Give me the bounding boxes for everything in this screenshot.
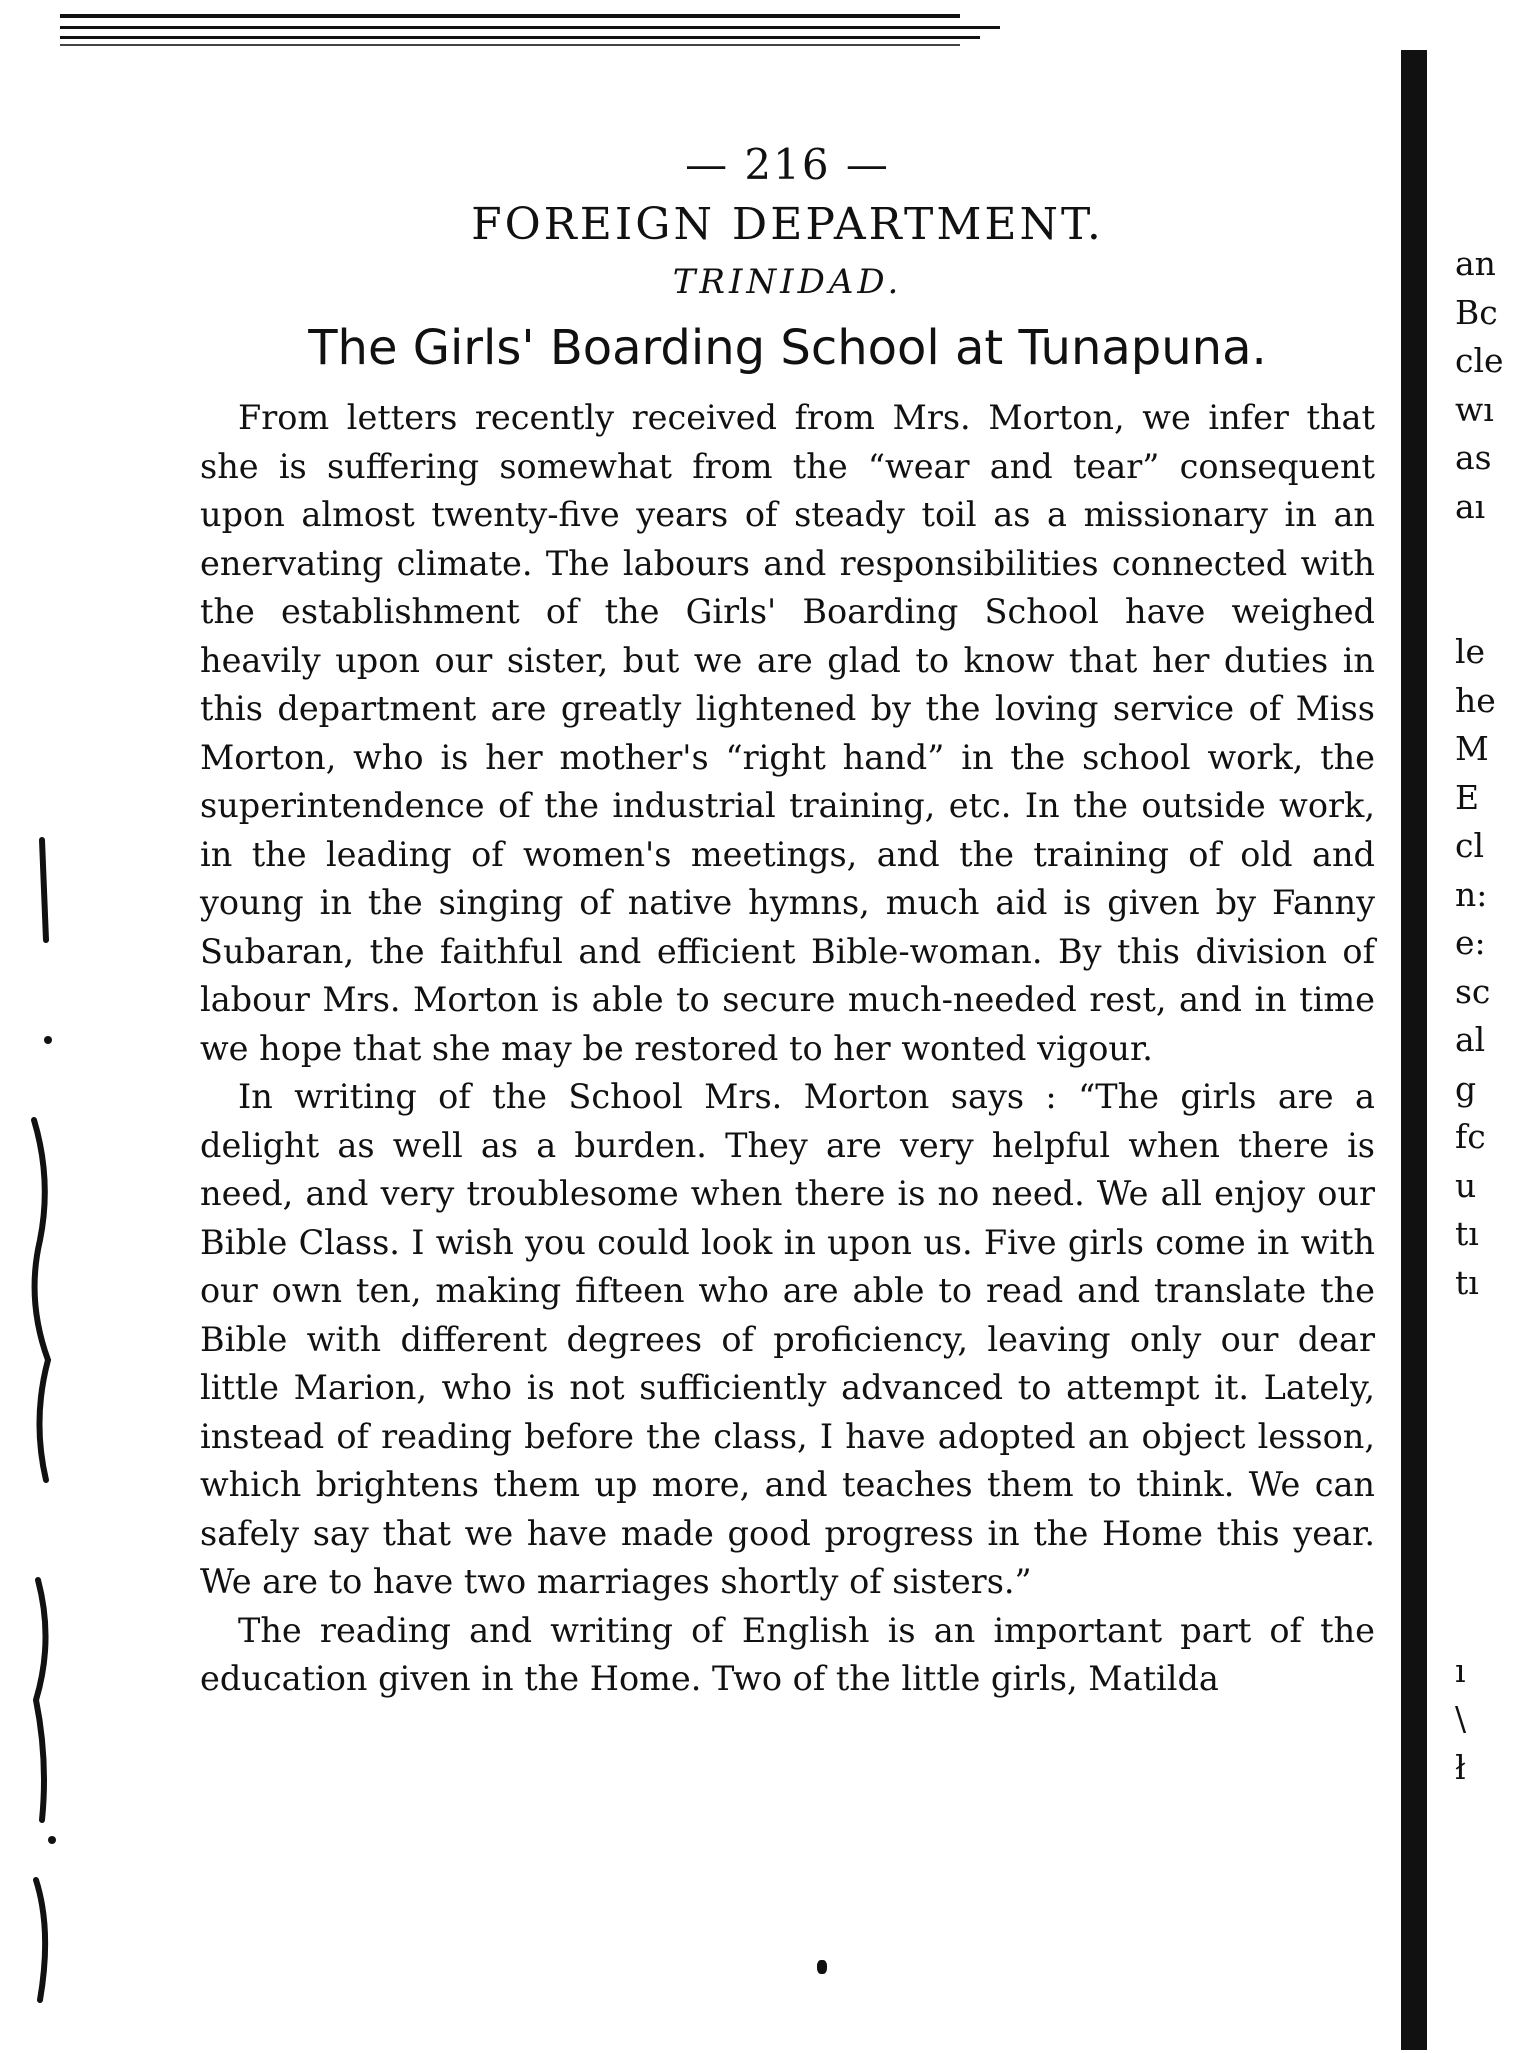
department-heading: FOREIGN DEPARTMENT.	[471, 199, 1104, 250]
printer-mark	[817, 1960, 827, 1974]
facing-page-fragment	[1455, 1404, 1535, 1453]
facing-page-fragment: cle	[1455, 341, 1504, 380]
facing-page-fragment	[1455, 1356, 1535, 1405]
facing-page-fragment: u	[1455, 1165, 1477, 1205]
facing-page-fragment: tı	[1455, 1262, 1479, 1302]
facing-page-fragment: aı	[1455, 486, 1486, 526]
facing-page-fragment: le	[1455, 632, 1486, 671]
facing-page-fragment: tı	[1455, 1214, 1479, 1253]
facing-page-fragment: cl	[1455, 826, 1485, 865]
facing-page-fragment: he	[1455, 680, 1496, 720]
facing-page-fragment: sc	[1455, 971, 1491, 1011]
page-number: — 216 —	[685, 140, 890, 189]
facing-page-fragment	[1455, 1453, 1535, 1502]
top-rule	[60, 44, 960, 46]
facing-page-fragment: Bc	[1455, 292, 1498, 332]
facing-page-fragment: ł	[1455, 1747, 1466, 1787]
facing-page-fragment	[1455, 1598, 1535, 1647]
body-paragraph: From letters recently received from Mrs. Morton, we infer that she is suffering somewhat from the “wear and tear” consequent upon almost twenty-five years of steady toil as a missionary in an enervating climate. The labours and responsibilities connected with the establishment of the Girls' Boarding School have weighed heavily upon our sister, but we are glad to know that her duties in this department are greatly lightened by the loving service of Miss Morton, who is her mother's “right hand” in the school work, the superintendence of the industrial training, etc. In the outside work, in the leading of women's meetings, and the training of old and young in the singing of native hymns, much aid is given by Fanny Subaran, the faithful and efficient Bible-woman. By this division of labour Mrs. Morton is able to secure much-needed rest, and in time we hope that she may be restored to her wonted vigour.	[200, 398, 1375, 1068]
facing-page-fragment: an	[1455, 244, 1496, 283]
facing-page-fragment: \	[1455, 1699, 1467, 1738]
handwritten-margin-annotation	[12, 820, 72, 2030]
facing-page-fragment: al	[1455, 1020, 1486, 1059]
facing-page-fragment: g	[1455, 1068, 1477, 1108]
facing-page-fragment	[1455, 1501, 1535, 1550]
facing-page-fragment: fc	[1455, 1117, 1486, 1156]
top-rule	[60, 36, 980, 39]
body-paragraph: In writing of the School Mrs. Morton says : “The girls are a delight as well as a burden. They are very helpful when there is need, and very troublesome when there is no need. We all enjoy our Bible Class. I wish you could look in upon us. Five girls come in with our own ten, making fifteen who are able to read and translate the Bible with different degrees of proficiency, leaving only our dear little Marion, who is not sufficiently advanced to attempt it. Lately, instead of reading before the class, I have adopted an object lesson, which brightens them up more, and teaches them to think. We can safely say that we have made good progress in the Home this year. We are to have two marriages shortly of sisters.”	[200, 1077, 1375, 1601]
facing-page-fragment	[1455, 1307, 1535, 1356]
facing-page-fragment	[1455, 580, 1535, 629]
facing-page-fragment	[1455, 531, 1535, 580]
facing-page-fragments	[1455, 240, 1535, 1792]
facing-page-fragment: e:	[1455, 923, 1486, 962]
facing-page-fragment: ı	[1455, 1650, 1466, 1690]
page-content	[200, 140, 1375, 1704]
top-rule	[60, 14, 960, 18]
facing-page-fragment: wı	[1455, 389, 1494, 429]
facing-page-fragment: E	[1455, 777, 1480, 817]
body-paragraph: The reading and writing of English is an important part of the education given in the Home. Two of the little girls, Matilda	[200, 1610, 1375, 1698]
binding-gutter	[1401, 50, 1427, 2050]
place-subheading: TRINIDAD.	[672, 262, 903, 302]
facing-page-fragment: n:	[1455, 874, 1488, 914]
facing-page-fragment	[1455, 1550, 1535, 1599]
top-rule	[60, 26, 1000, 29]
article-title: The Girls' Boarding School at Tunapuna.	[308, 320, 1267, 376]
facing-page-fragment: M	[1455, 729, 1489, 768]
facing-page-fragment: as	[1455, 438, 1492, 477]
